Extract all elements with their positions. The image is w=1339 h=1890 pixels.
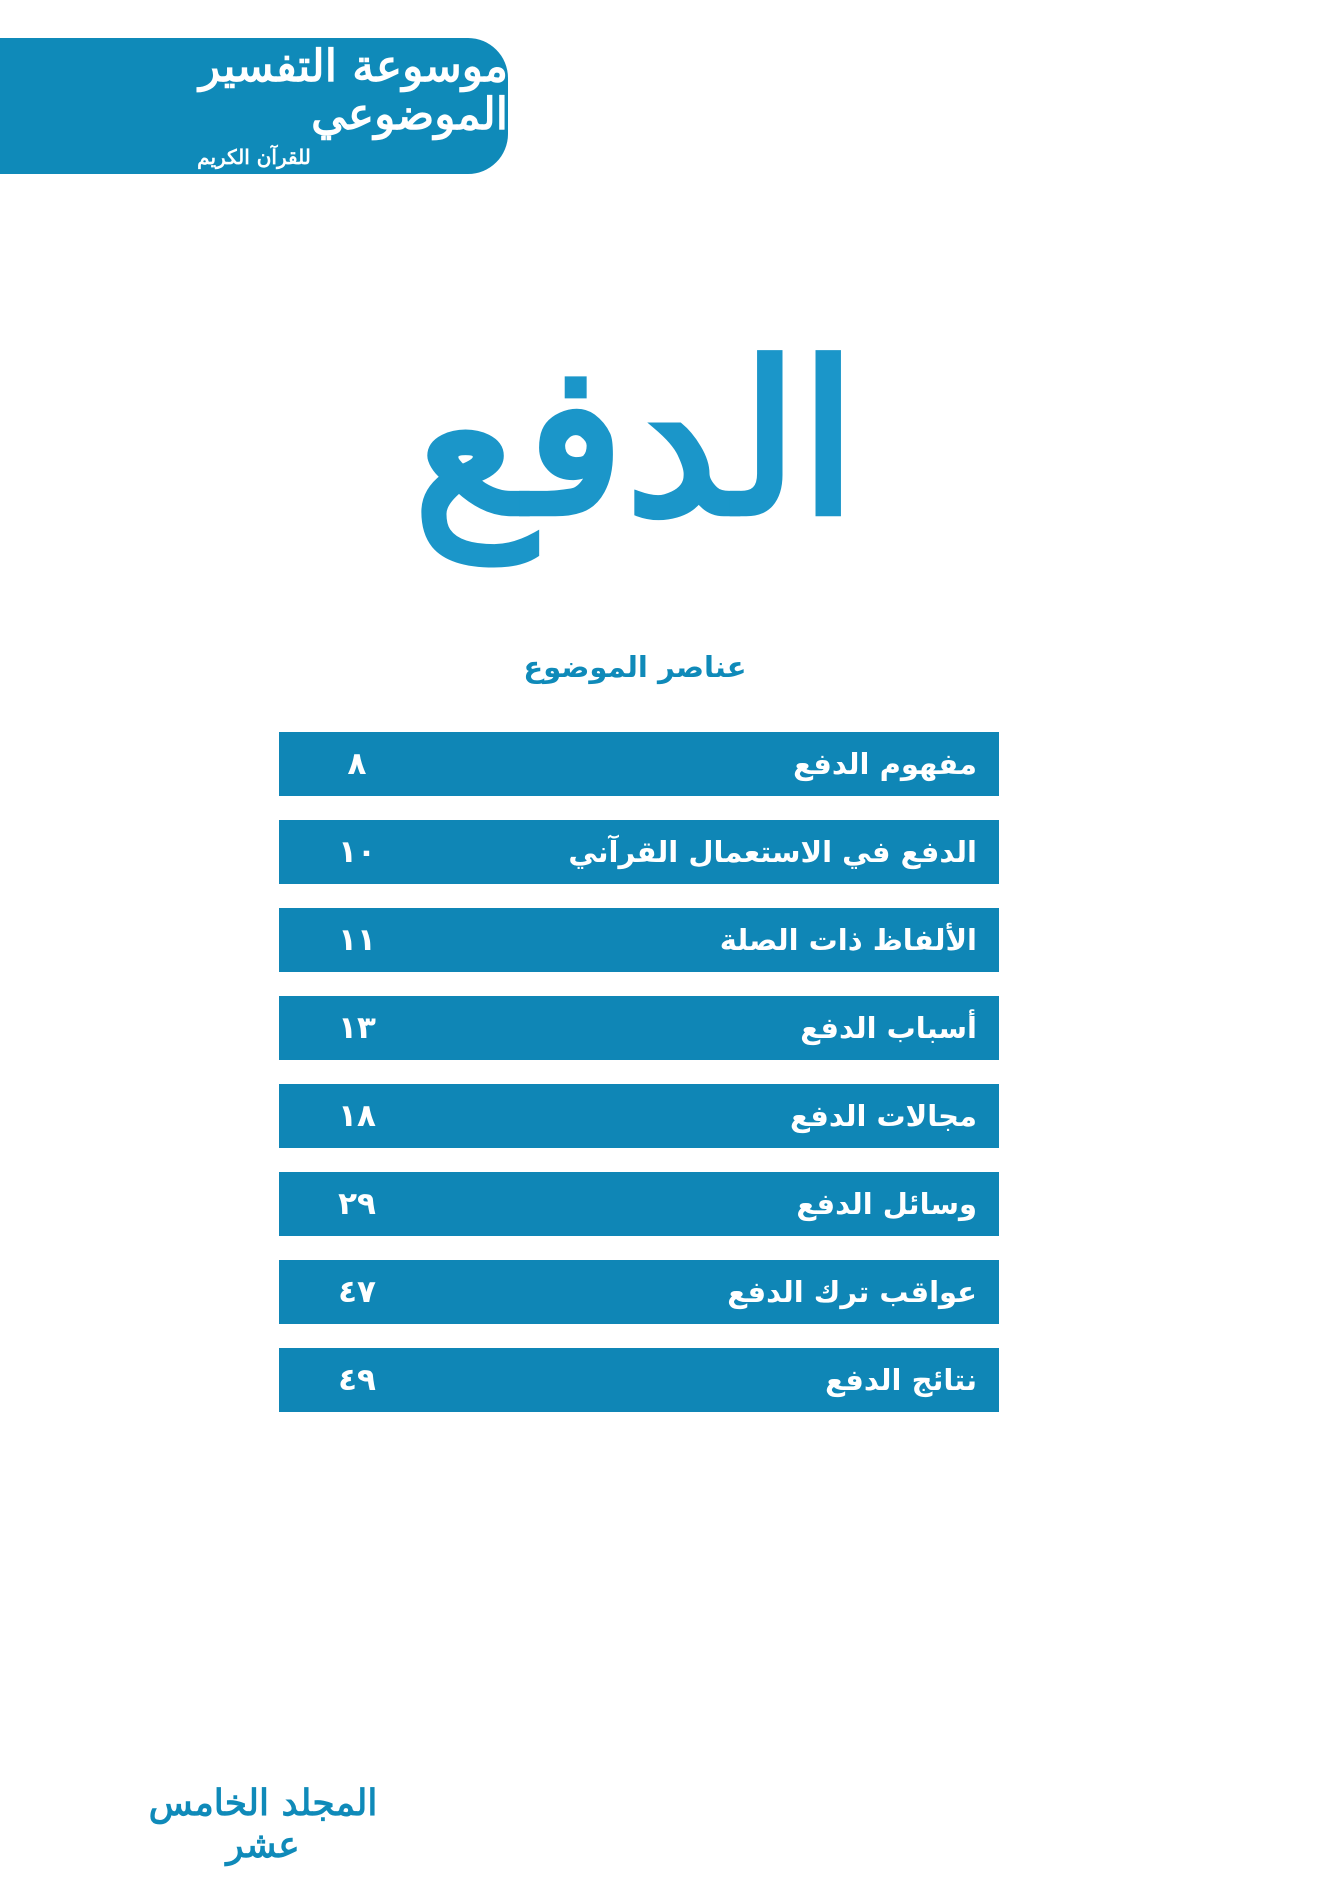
- toc-page-number: ٤٩: [338, 1362, 376, 1398]
- toc-page-number: ١٨: [338, 1098, 376, 1134]
- toc-item[interactable]: [279, 1172, 999, 1236]
- toc-page-number: ١٠: [338, 834, 376, 870]
- encyclopedia-title: موسوعة التفسير الموضوعي: [198, 40, 508, 140]
- toc-item-title: عواقب ترك الدفع: [727, 1275, 977, 1309]
- toc-item[interactable]: [279, 1348, 999, 1412]
- encyclopedia-banner: [0, 38, 508, 174]
- contents-heading: عناصر الموضوع: [523, 650, 747, 684]
- toc-item[interactable]: [279, 732, 999, 796]
- toc-item-title: مجالات الدفع: [790, 1099, 977, 1133]
- toc-item-title: الدفع في الاستعمال القرآني: [568, 835, 977, 869]
- encyclopedia-subtitle: للقرآن الكريم: [197, 145, 311, 170]
- toc-item-title: أسباب الدفع: [800, 1011, 977, 1045]
- toc-page-number: ١٣: [338, 1010, 376, 1046]
- toc-item-title: نتائج الدفع: [825, 1363, 977, 1397]
- toc-item-title: الألفاظ ذات الصلة: [719, 923, 977, 957]
- toc-page-number: ٢٩: [338, 1186, 376, 1222]
- toc-item-title: وسائل الدفع: [796, 1187, 977, 1221]
- toc-item[interactable]: [279, 996, 999, 1060]
- table-of-contents: [279, 732, 999, 1436]
- toc-page-number: ١١: [338, 922, 376, 958]
- toc-item-title: مفهوم الدفع: [793, 747, 977, 781]
- toc-item[interactable]: [279, 1260, 999, 1324]
- topic-title: الدفع: [412, 316, 858, 563]
- toc-item[interactable]: [279, 820, 999, 884]
- volume-label: المجلد الخامس عشر: [148, 1782, 378, 1866]
- toc-item[interactable]: [279, 908, 999, 972]
- toc-item[interactable]: [279, 1084, 999, 1148]
- toc-page-number: ٤٧: [338, 1274, 376, 1310]
- toc-page-number: ٨: [347, 746, 367, 782]
